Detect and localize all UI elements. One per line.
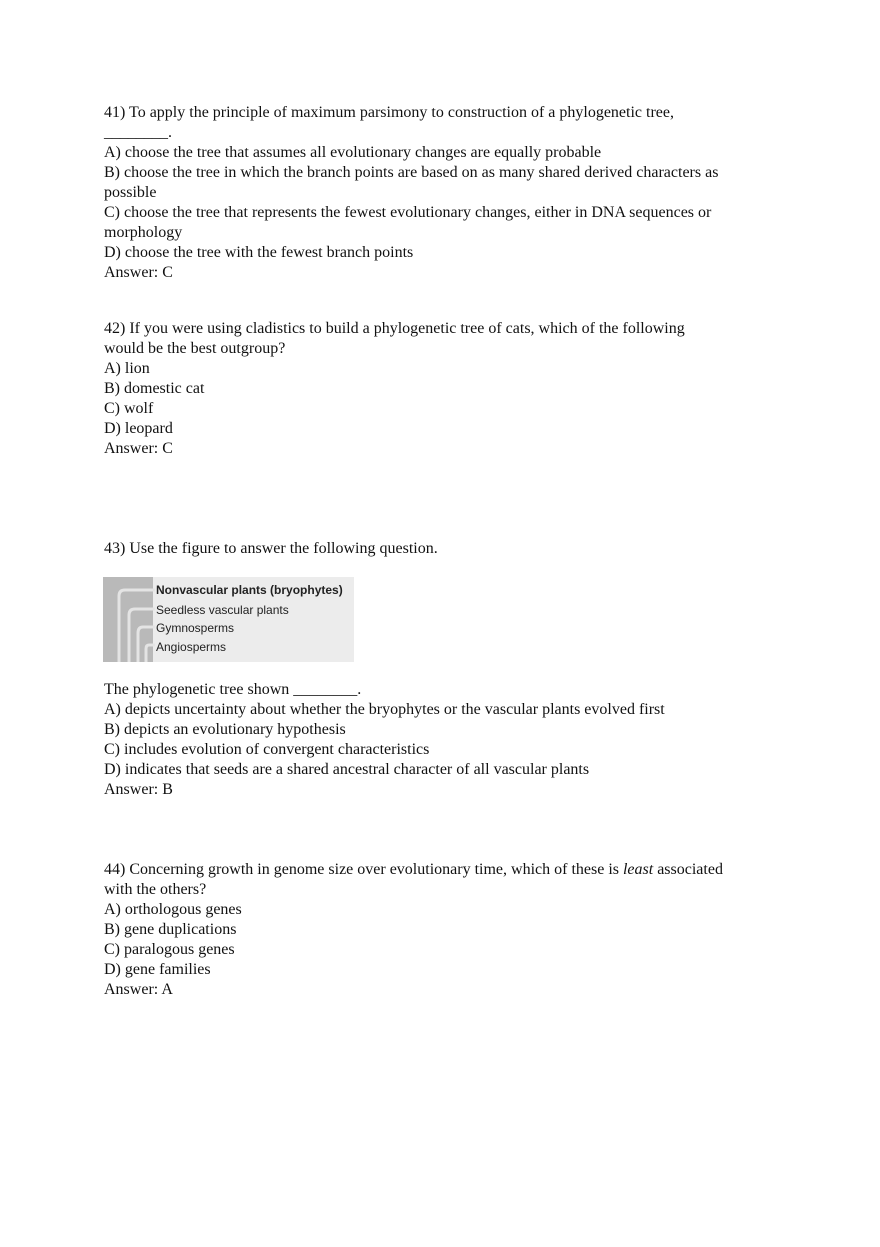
figure-label: Gymnosperms — [156, 621, 235, 635]
stem-emphasis: least — [622, 861, 654, 878]
question-stem: 41) To apply the principle of maximum parsimony to construction of a phylogenetic tree, — [104, 104, 674, 121]
option: B) domestic cat — [104, 380, 205, 397]
answer: Answer: A — [104, 981, 173, 998]
question-intro: 43) Use the figure to answer the following question. — [104, 540, 438, 557]
question-stem: 42) If you were using cladistics to build a phylogenetic tree of cats, which of the following — [104, 320, 685, 337]
option: B) depicts an evolutionary hypothesis — [104, 721, 346, 738]
answer: Answer: C — [104, 440, 173, 457]
figure-label: Nonvascular plants (bryophytes) — [156, 583, 343, 597]
answer: Answer: C — [104, 264, 173, 281]
option: B) gene duplications — [104, 921, 237, 938]
question-43 — [104, 680, 784, 800]
option: A) depicts uncertainty about whether the bryophytes or the vascular plants evolved first — [104, 701, 665, 718]
option: A) orthologous genes — [104, 901, 242, 918]
question-stem: would be the best outgroup? — [104, 340, 286, 357]
option: B) choose the tree in which the branch points are based on as many shared derived characters as — [104, 164, 719, 181]
question-stem: with the others? — [104, 881, 207, 898]
stem-text: 44) Concerning growth in genome size over evolutionary time, which of these is — [104, 861, 623, 878]
answer: Answer: B — [104, 781, 173, 798]
question-stem — [104, 860, 784, 880]
option: A) lion — [104, 360, 150, 377]
option: C) includes evolution of convergent characteristics — [104, 741, 430, 758]
option: D) gene families — [104, 961, 211, 978]
question-stem: The phylogenetic tree shown ________. — [104, 681, 362, 698]
question-stem: ________. — [104, 124, 172, 141]
tree-branches — [103, 577, 163, 662]
option: possible — [104, 184, 157, 201]
question-42 — [104, 319, 784, 459]
stem-text: associated — [653, 861, 723, 878]
option: A) choose the tree that assumes all evolutionary changes are equally probable — [104, 144, 602, 161]
option: C) choose the tree that represents the fewest evolutionary changes, either in DNA sequences or — [104, 204, 712, 221]
question-44 — [104, 860, 784, 1000]
question-43-intro — [104, 539, 784, 559]
option: C) wolf — [104, 400, 154, 417]
figure-label: Seedless vascular plants — [156, 603, 289, 617]
option: morphology — [104, 224, 183, 241]
option: C) paralogous genes — [104, 941, 235, 958]
question-41 — [104, 103, 784, 283]
option: D) indicates that seeds are a shared ancestral character of all vascular plants — [104, 761, 590, 778]
figure-label: Angiosperms — [156, 640, 227, 654]
phylogenetic-tree-figure — [103, 577, 354, 662]
option: D) leopard — [104, 420, 173, 437]
option: D) choose the tree with the fewest branch points — [104, 244, 414, 261]
